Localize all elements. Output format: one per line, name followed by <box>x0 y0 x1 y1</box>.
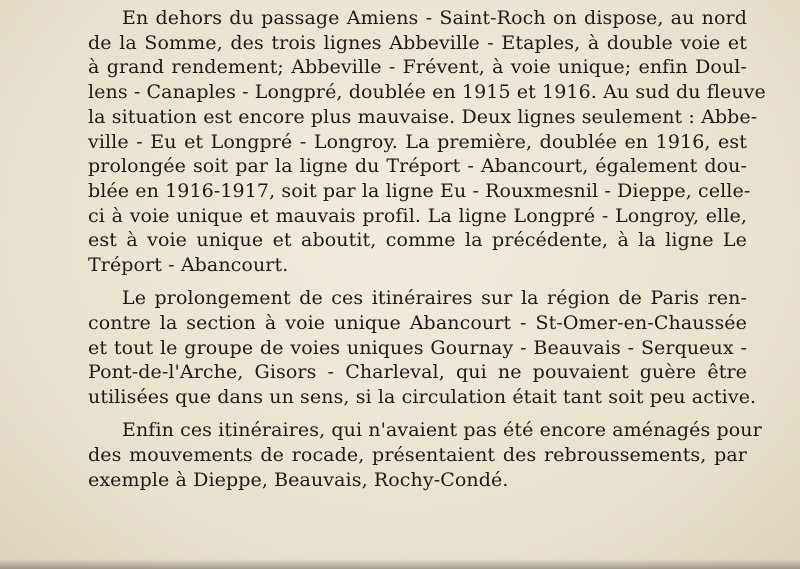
paragraph-1 <box>52 6 766 278</box>
text-line: Tréport - Abancourt. <box>88 254 289 277</box>
text-line: lens - Canaples - Longpré, doublée en 1915 et 1916. Au sud du fleuve <box>88 81 766 104</box>
text-line: contre la section à voie unique Abancourt - St-Omer-en-Chaussée <box>88 311 747 334</box>
text-line: utilisées que dans un sens, si la circulation était tant soit peu active. <box>88 386 757 409</box>
text-line: la situation est encore plus mauvaise. Deux lignes seulement : Abbe- <box>88 105 758 128</box>
text-line: exemple à Dieppe, Beauvais, Rochy-Condé. <box>88 468 509 491</box>
text-line: En dehors du passage Amiens - Saint-Roch on dispose, au nord <box>122 7 747 29</box>
text-line: ci à voie unique et mauvais profil. La ligne Longpré - Longroy, elle, <box>88 204 747 227</box>
text-line: et tout le groupe de voies uniques Gournay - Beauvais - Serqueux - <box>88 336 747 359</box>
paragraph-3 <box>52 418 762 492</box>
text-line: prolongée soit par la ligne du Tréport - Abancourt, également dou- <box>88 155 747 178</box>
text-line: est à voie unique et aboutit, comme la précédente, à la ligne Le <box>88 229 747 252</box>
text-line: des mouvements de rocade, présentaient des rebroussements, par <box>88 443 747 466</box>
text-line: Pont-de-l'Arche, Gisors - Charleval, qui ne pouvaient guère être <box>88 361 747 384</box>
text-line: à grand rendement; Abbeville - Frévent, à voie unique; enfin Doul- <box>88 56 747 79</box>
text-line: Enfin ces itinéraires, qui n'avaient pas été encore aménagés pour <box>122 419 762 442</box>
body-text <box>52 6 766 501</box>
text-line: de la Somme, des trois lignes Abbeville - Etaples, à double voie et <box>88 31 747 54</box>
paragraph-2 <box>52 286 757 410</box>
text-line: Le prolongement de ces itinéraires sur la région de Paris ren- <box>122 287 747 310</box>
text-line: blée en 1916-1917, soit par la ligne Eu - Rouxmesnil - Dieppe, celle- <box>88 179 751 202</box>
scan-shadow-edge <box>0 559 800 569</box>
text-line: ville - Eu et Longpré - Longroy. La première, doublée en 1916, est <box>88 130 747 153</box>
